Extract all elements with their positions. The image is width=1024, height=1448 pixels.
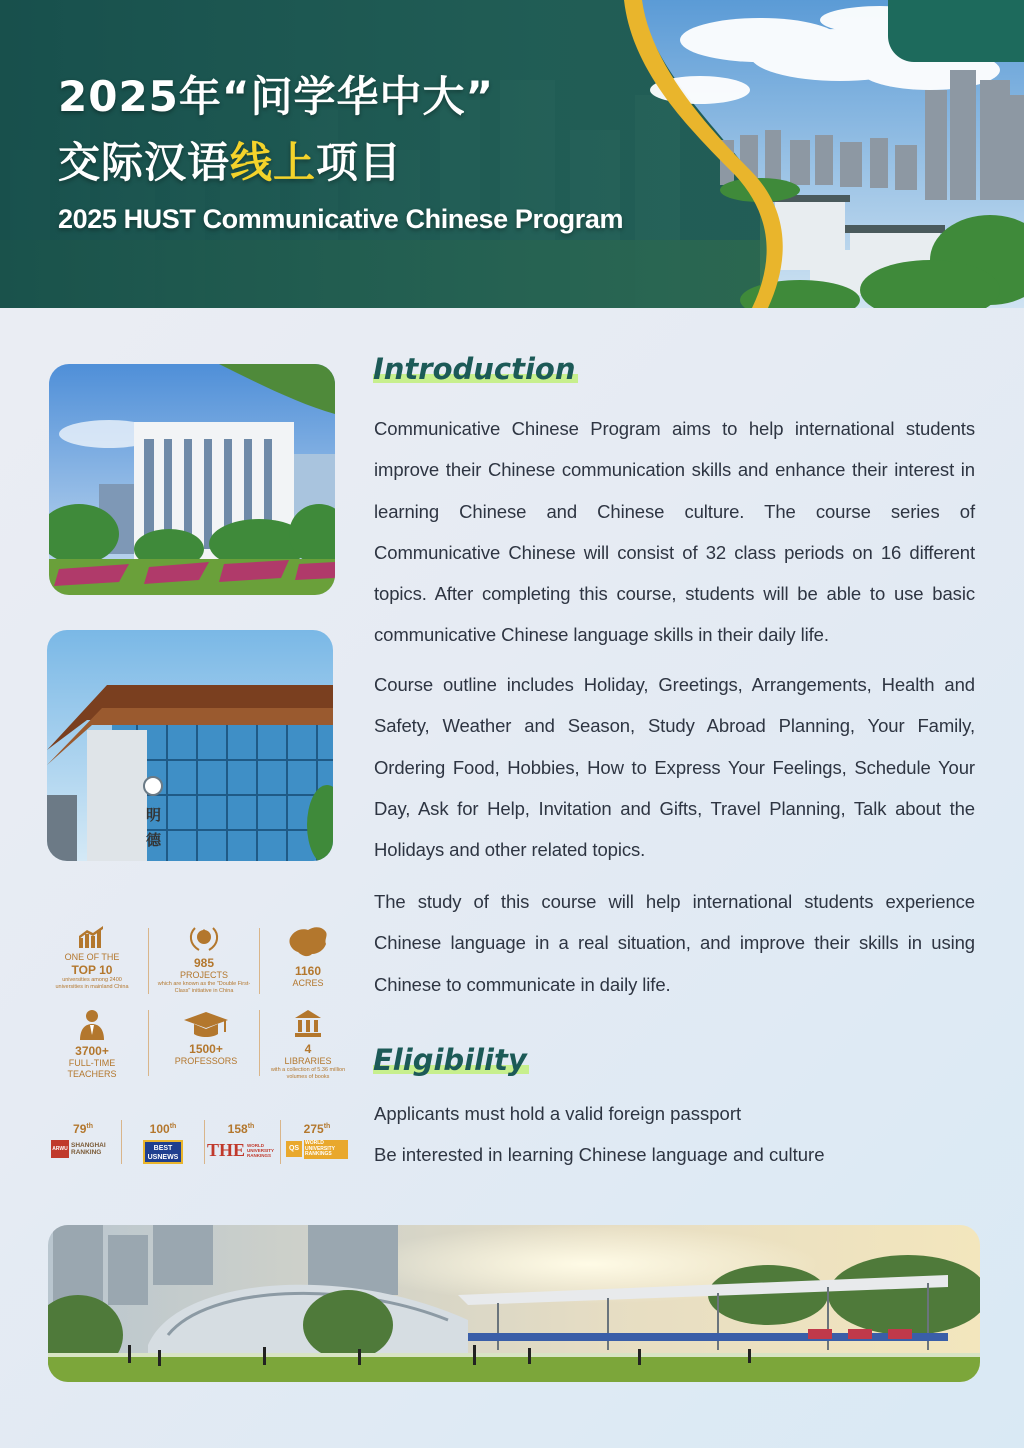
eligibility-heading: Eligibility bbox=[373, 1043, 527, 1077]
stat-projects bbox=[152, 924, 256, 994]
stat-top10-value: TOP 10 bbox=[71, 963, 113, 977]
page-title-english: 2025 HUST Communicative Chinese Program bbox=[58, 204, 624, 234]
ranking-qs-value: 275th bbox=[303, 1122, 331, 1136]
campus-building-photo bbox=[49, 364, 335, 595]
bar-chart-icon bbox=[77, 926, 107, 948]
divider bbox=[280, 1120, 281, 1164]
stat-teachers bbox=[48, 1008, 136, 1080]
divider bbox=[259, 1010, 260, 1076]
ranking-qs bbox=[282, 1120, 352, 1159]
title-zh-line2-a: 交际汉语 bbox=[58, 138, 231, 187]
usnews-logo: BEST USNEWS bbox=[128, 1140, 198, 1164]
stat-top10 bbox=[48, 926, 136, 990]
corner-tab bbox=[888, 0, 1024, 62]
stat-libraries bbox=[268, 1008, 348, 1080]
stat-top10-pre: ONE OF THE bbox=[64, 952, 120, 962]
divider bbox=[148, 928, 149, 994]
stat-projects-value: 985 bbox=[193, 956, 215, 970]
stat-teachers-label: FULL-TIME TEACHERS bbox=[67, 1058, 117, 1079]
stat-professors-label: PROFESSORS bbox=[174, 1056, 238, 1066]
divider bbox=[148, 1010, 149, 1076]
introduction-heading: Introduction bbox=[373, 352, 576, 386]
stat-libraries-note: with a collection of 5.36 million volumes of books bbox=[270, 1067, 346, 1080]
ranking-the bbox=[206, 1120, 276, 1161]
svg-text:明: 明 bbox=[146, 806, 162, 824]
stat-acres bbox=[268, 924, 348, 989]
stat-professors-value: 1500+ bbox=[189, 1042, 223, 1056]
intro-paragraph-3: The study of this course will help international students experience Chinese language in a real situation, and improve their skills in using Chinese to communicate in daily life. bbox=[374, 891, 975, 995]
page-title-chinese bbox=[58, 64, 494, 196]
title-zh-line2-b: 项目 bbox=[316, 138, 403, 187]
svg-text:德: 德 bbox=[146, 831, 162, 849]
stat-libraries-label: LIBRARIES bbox=[284, 1056, 332, 1066]
shanghai-ranking-logo: ARWU SHANGHAI RANKING bbox=[52, 1142, 106, 1156]
divider bbox=[121, 1120, 122, 1164]
qs-ranking-logo: QS WORLD UNIVERSITY RANKINGS bbox=[282, 1140, 352, 1159]
header-banner bbox=[0, 0, 1024, 308]
library-building-photo bbox=[47, 630, 333, 861]
stat-projects-note: which are known as the "Double First-Class" initiative in China bbox=[157, 981, 251, 994]
graduation-cap-icon bbox=[182, 1012, 230, 1038]
stat-libraries-value: 4 bbox=[304, 1042, 312, 1056]
stat-projects-label: PROJECTS bbox=[179, 970, 228, 980]
title-zh-line1: 2025年“问学华中大” bbox=[58, 72, 495, 121]
the-ranking-logo: THE WORLD UNIVERSITY RANKINGS bbox=[206, 1140, 274, 1160]
intro-paragraph-2: Course outline includes Holiday, Greetings, Arrangements, Health and Safety, Weather and Season, Study Abroad Planning, Your Family, Ordering Food, Hobbies, How to Express Your Feelings, Schedule Your Day, Ask for Help, Invitation and Gifts, Travel Planning, Talk about the Holidays and other related topics. bbox=[374, 674, 975, 861]
stat-top10-note: universities among 2400 universities in mainland China bbox=[55, 977, 129, 990]
ranking-shanghai bbox=[48, 1120, 118, 1158]
library-icon bbox=[293, 1008, 323, 1038]
eligibility-item: Be interested in learning Chinese language and culture bbox=[374, 1144, 825, 1165]
stadium-photo bbox=[48, 1225, 980, 1382]
intro-paragraph-1: Communicative Chinese Program aims to help international students improve their Chinese communication skills and enhance their interest in learning Chinese and Chinese culture. The course series of Communicative Chinese will consist of 32 class periods on 16 different topics. After completing this course, students will be able to use basic communicative Chinese language skills in their daily life. bbox=[374, 418, 975, 646]
china-map-icon bbox=[286, 924, 330, 960]
stat-professors bbox=[160, 1012, 252, 1067]
ranking-the-value: 158th bbox=[227, 1122, 255, 1136]
eligibility-item: Applicants must hold a valid foreign passport bbox=[374, 1103, 742, 1124]
stat-acres-value: 1160 bbox=[294, 964, 322, 978]
ranking-usnews-value: 100th bbox=[149, 1122, 177, 1136]
ranking-shanghai-value: 79th bbox=[73, 1122, 93, 1136]
laurel-icon bbox=[187, 924, 221, 952]
stat-acres-label: ACRES bbox=[292, 978, 324, 988]
divider bbox=[204, 1120, 205, 1164]
teacher-icon bbox=[78, 1008, 106, 1040]
title-zh-highlight: 线上 bbox=[230, 138, 317, 187]
divider bbox=[259, 928, 260, 994]
university-stats bbox=[48, 920, 350, 1180]
ranking-usnews bbox=[128, 1120, 198, 1164]
stat-teachers-value: 3700+ bbox=[75, 1044, 109, 1058]
title-zh-line2 bbox=[58, 130, 494, 196]
